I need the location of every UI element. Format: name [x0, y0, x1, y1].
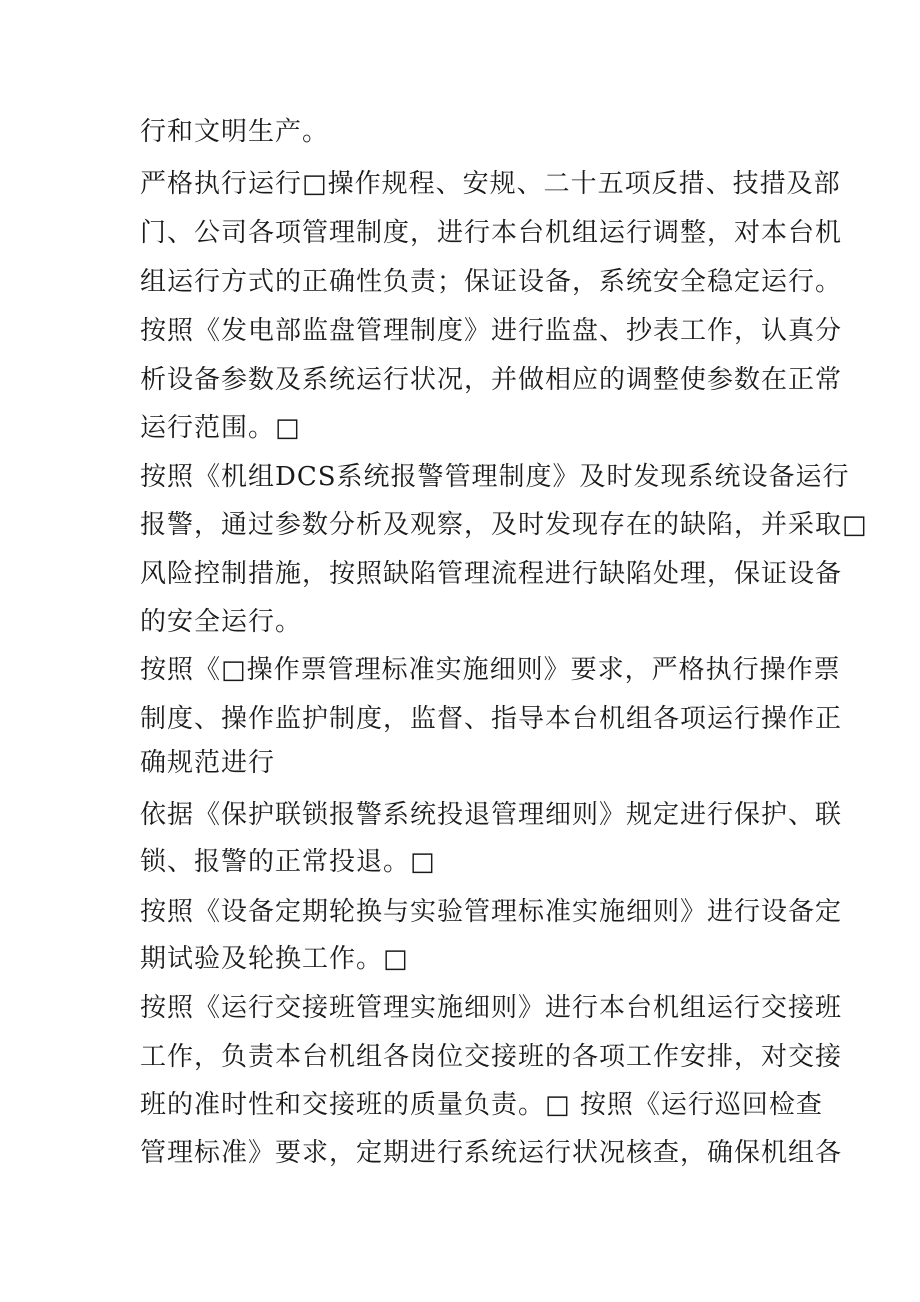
text-line: 析设备参数及系统运行状况，并做相应的调整使参数在正常: [140, 365, 843, 395]
text-line: 按照《机组DCS系统报警管理制度》及时发现系统设备运行: [140, 462, 850, 492]
text-line: 依据《保护联锁报警系统投退管理细则》规定进行保护、联: [140, 800, 843, 830]
text-line: 的安全运行。: [140, 607, 303, 637]
text-line: 确规范进行: [140, 748, 276, 778]
text-line: 按照《运行交接班管理实施细则》进行本台机组运行交接班: [140, 993, 843, 1023]
text-line: 锁、报警的正常投退。□: [140, 847, 436, 877]
text-line: 严格执行运行□操作规程、安规、二十五项反措、技措及部: [140, 169, 841, 199]
text-line: 行和文明生产。: [140, 117, 330, 147]
text-line: 组运行方式的正确性负责；保证设备，系统安全稳定运行。: [140, 267, 843, 297]
text-line: 门、公司各项管理制度，进行本台机组运行调整，对本台机: [140, 218, 843, 248]
text-line: 管理标准》要求，定期进行系统运行状况核查，确保机组各: [140, 1138, 843, 1168]
text-line: 按照《发电部监盘管理制度》进行监盘、抄表工作，认真分: [140, 316, 843, 346]
text-line: 制度、操作监护制度，监督、指导本台机组各项运行操作正: [140, 704, 843, 734]
text-line: 报警，通过参数分析及观察，及时发现存在的缺陷，并采取□: [140, 510, 868, 540]
text-line: 风险控制措施，按照缺陷管理流程进行缺陷处理，保证设备: [140, 559, 843, 589]
text-line: 按照《□操作票管理标准实施细则》要求，严格执行操作票: [140, 655, 841, 685]
text-line: 期试验及轮换工作。□: [140, 944, 409, 974]
text-line: 班的准时性和交接班的质量负责。□ 按照《运行巡回检查: [140, 1090, 823, 1120]
text-line: 工作，负责本台机组各岗位交接班的各项工作安排，对交接: [140, 1042, 843, 1072]
text-line: 运行范围。□: [140, 413, 301, 443]
text-line: 按照《设备定期轮换与实验管理标准实施细则》进行设备定: [140, 897, 843, 927]
